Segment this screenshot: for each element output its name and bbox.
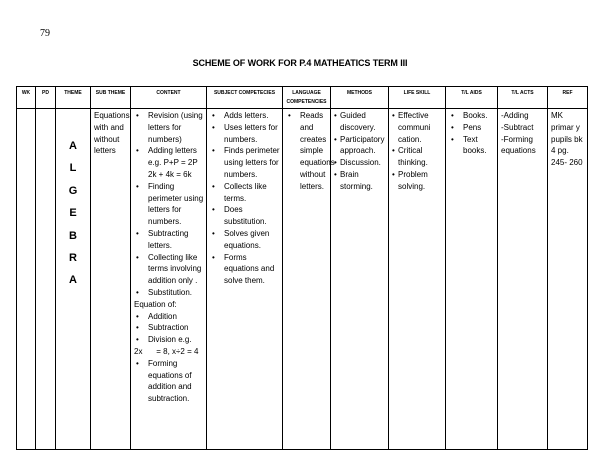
- theme-letter: A: [69, 140, 77, 152]
- list-item: • Revision (using letters for numbers): [134, 110, 204, 145]
- theme-letter: E: [69, 207, 77, 220]
- content-list: [134, 358, 204, 405]
- theme-letter: G: [68, 184, 78, 197]
- equation-heading: Equation of:: [134, 299, 177, 309]
- header-cell: T/L ACTS: [498, 87, 548, 109]
- list-item: • Books.: [449, 110, 495, 122]
- methods-list: [334, 110, 386, 193]
- list-item: • Finds perimeter using letters for numbers.: [210, 145, 280, 180]
- list-item: • Discussion.: [334, 157, 386, 169]
- header-cell: SUBJECT COMPETECIES: [207, 87, 283, 109]
- list-item: • Subtraction: [134, 322, 204, 334]
- list-item: • Problem solving.: [392, 169, 443, 193]
- division-example: [134, 346, 204, 358]
- content-cell: [131, 109, 207, 450]
- list-item: • Reads and creates simple equations without letters.: [286, 110, 328, 193]
- life-skill-cell: [389, 109, 446, 450]
- document-title: SCHEME OF WORK FOR P.4 MATHEATICS TERM III: [192, 58, 408, 68]
- header-cell: CONTENT: [131, 87, 207, 109]
- week-cell: [17, 109, 36, 450]
- list-item: • Adding letters e.g. P+P = 2P 2k + 4k = 6k: [134, 145, 204, 180]
- theme-letter: B: [69, 229, 77, 242]
- header-cell: LIFE SKILL: [389, 87, 446, 109]
- theme-letter: A: [69, 274, 77, 287]
- life-skills-list: [392, 110, 443, 193]
- theme-cell: [56, 109, 91, 450]
- list-item: • Solves given equations.: [210, 228, 280, 252]
- sub-theme-cell: [91, 109, 131, 450]
- list-item: -Adding: [501, 111, 529, 120]
- list-item: • Forms equations and solve them.: [210, 252, 280, 287]
- list-item: • Collects like terms.: [210, 181, 280, 205]
- list-item: • Forming equations of addition and subtraction.: [134, 358, 204, 405]
- list-item: -Forming equations: [501, 134, 536, 156]
- scheme-table: [16, 86, 588, 450]
- header-cell: LANGUAGE COMPETENCIES: [283, 87, 331, 109]
- table-row: [17, 109, 588, 450]
- header-row: [17, 87, 588, 109]
- tl-acts-cell: [498, 109, 548, 450]
- content-list: [134, 311, 204, 346]
- theme-letter: L: [69, 162, 77, 175]
- list-item: • Adds letters.: [210, 110, 280, 122]
- header-cell: THEME: [56, 87, 91, 109]
- ref-cell: [548, 109, 588, 450]
- list-item: • Does substitution.: [210, 204, 280, 228]
- ref-text: MK primar y pupils bk 4 pg. 245- 260: [551, 111, 583, 168]
- list-item: • Subtracting letters.: [134, 228, 204, 252]
- content-list: [134, 110, 204, 299]
- division-example-left: 2x: [134, 346, 143, 356]
- aids-list: [449, 110, 495, 157]
- header-cell: WK: [17, 87, 36, 109]
- competencies-list: [210, 110, 280, 287]
- list-item: • Text books.: [449, 134, 495, 158]
- list-item: • Effective communi cation.: [392, 110, 443, 145]
- list-item: • Participatory approach.: [334, 134, 386, 158]
- list-item: • Collecting like terms involving addition only .: [134, 252, 204, 287]
- header-cell: REF: [548, 87, 588, 109]
- subject-competencies-cell: [207, 109, 283, 450]
- list-item: • Critical thinking.: [392, 145, 443, 169]
- list-item: • Pens: [449, 122, 495, 134]
- language-competencies-cell: [283, 109, 335, 450]
- list-item: • Brain storming.: [334, 169, 386, 193]
- theme-letter: R: [69, 252, 77, 265]
- header-cell: METHODS: [331, 87, 389, 109]
- sub-theme-text: Equations with and without letters: [94, 111, 130, 156]
- list-item: • Finding perimeter using letters for numbers.: [134, 181, 204, 228]
- division-example-right: = 8, x÷2 = 4: [156, 346, 199, 356]
- header-cell: SUB THEME: [91, 87, 131, 109]
- list-item: -Subtract: [501, 122, 534, 132]
- list-item: • Substitution.: [134, 287, 204, 299]
- header-cell: T/L AIDS: [446, 87, 498, 109]
- language-list: [286, 110, 335, 193]
- period-cell: [36, 109, 56, 450]
- tl-aids-cell: [446, 109, 498, 450]
- methods-cell: [331, 109, 389, 450]
- list-item: • Addition: [134, 311, 204, 323]
- list-item: • Guided discovery.: [334, 110, 386, 134]
- list-item: • Uses letters for numbers.: [210, 122, 280, 146]
- header-cell: PD: [36, 87, 56, 109]
- page-number: 79: [40, 28, 50, 39]
- list-item: • Division e.g.: [134, 334, 204, 346]
